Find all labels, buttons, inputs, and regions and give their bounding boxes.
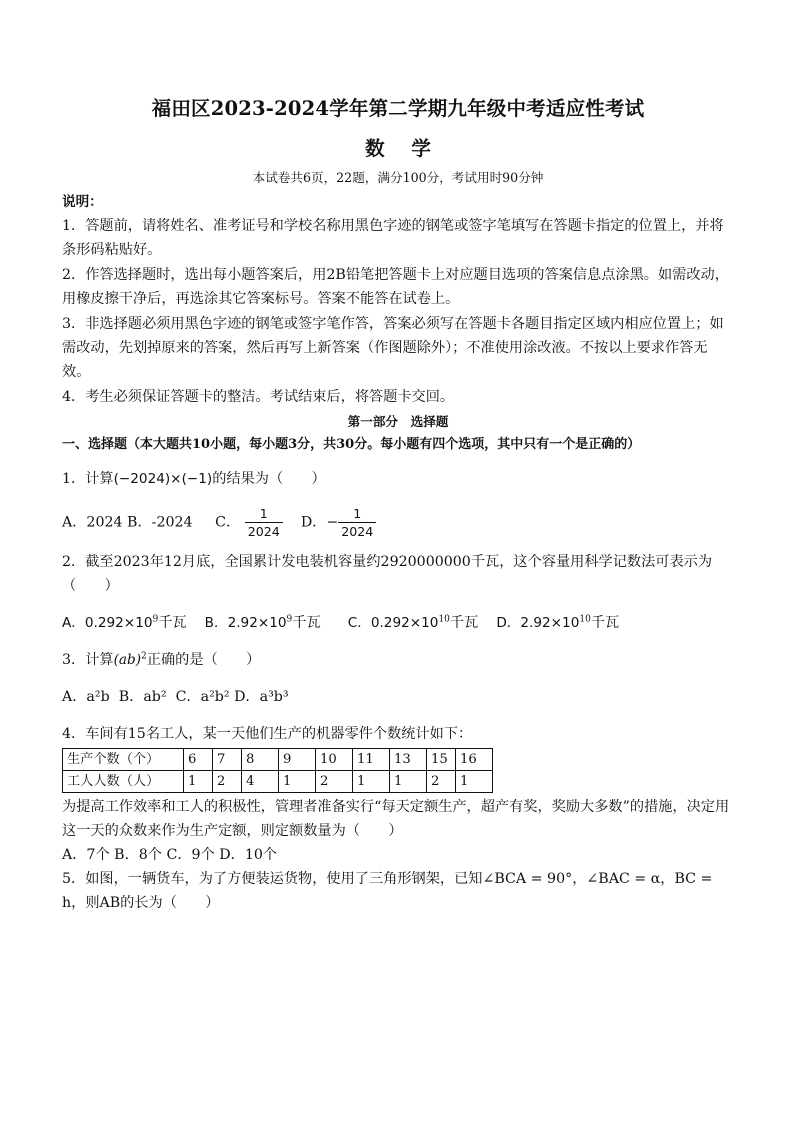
q2-option-d: D．$2.92\times 10^{10}$千瓦: [496, 614, 620, 632]
table-cell: 11: [353, 749, 390, 771]
table-cell: 15: [427, 749, 456, 771]
table-cell: 6: [184, 749, 213, 771]
table-cell: 16: [456, 749, 493, 771]
exam-page: [62, 94, 734, 915]
exam-title: 福田区2023-2024学年第二学期九年级中考适应性考试: [151, 97, 645, 120]
question-1-options: [62, 505, 734, 540]
table-cell: 9: [279, 749, 316, 771]
instruction-item: 2．作答选择题时，选出每小题答案后，用2B铅笔把答题卡上对应题目选项的答案信息点涂黑。如需改动，用橡皮擦干净后，再选涂其它答案标号。答案不能答在试卷上。: [62, 266, 729, 308]
q1-option-d-fraction: $\frac{1}{2024}$: [338, 505, 376, 540]
question-3-options: [62, 682, 734, 712]
question-4-stem: 4．车间有15名工人，某一天他们生产的机器零件个数统计如下：: [62, 726, 473, 743]
table-cell: 4: [242, 771, 279, 793]
table-row: [63, 771, 493, 793]
q1-option-c-fraction: $\frac{1}{2024}$: [245, 505, 283, 540]
table-cell: 13: [390, 749, 427, 771]
table-row-header: 工人人数（人）: [63, 771, 184, 793]
table-cell: 1: [184, 771, 213, 793]
instruction-item: 1．答题前，请将姓名、准考证号和学校名称用黑色字迹的钢笔或签字笔填写在答题卡指定的位置上，并将条形码粘贴好。: [62, 218, 724, 259]
question-1-stem: 1．计算(−2024)×(−1)的结果为（ ）: [62, 471, 326, 488]
table-cell: 10: [316, 749, 353, 771]
table-cell: 1: [456, 771, 493, 793]
table-cell: 2: [213, 771, 242, 793]
table-cell: 1: [279, 771, 316, 793]
q2-option-c: C．$0.292\times 10^{10}$千瓦: [347, 614, 479, 632]
q1-option-ab: A．2024 B．-2024: [62, 514, 193, 531]
question-2-options: [62, 608, 734, 638]
question-2-stem: 2．截至2023年12月底，全国累计发电装机容量约2920000000千瓦，这个容量用科学记数法可表示为（ ）: [62, 554, 713, 595]
q2-option-b: B．$2.92\times 10^9$千瓦: [204, 614, 321, 632]
instruction-item: 4．考生必须保证答题卡的整洁。考试结束后，将答题卡交回。: [62, 388, 455, 405]
table-row-header: 生产个数（个）: [63, 749, 184, 771]
q1-option-c-label: C．: [215, 514, 241, 531]
production-table: [62, 748, 493, 793]
instructions-label: 说明：: [62, 194, 103, 210]
exam-subject: 数 学: [365, 137, 431, 160]
q3-expression: (ab): [113, 652, 142, 669]
table-row: [63, 749, 493, 771]
question-4-body: 为提高工作效率和工人的积极性，管理者准备实行“每天定额生产，超产有奖，奖励大多数”的措施，决定用这一天的众数来作为生产定额，则定额数量为（ ）: [62, 799, 730, 840]
table-cell: 2: [316, 771, 353, 793]
q2-option-a: A．$0.292\times 10^9$千瓦: [62, 614, 187, 632]
table-cell: 8: [242, 749, 279, 771]
q1-expression: (−2024)×(−1): [113, 471, 213, 488]
q3-option-a: A．a²b: [62, 689, 110, 706]
q1-option-d-label: D．−: [300, 514, 339, 531]
section-heading: 一、选择题（本大题共10小题，每小题3分，共30分。每小题有四个选项，其中只有一个是正确的）: [62, 437, 641, 453]
question-3-stem: 3．计算(ab)$^2$正确的是（ ）: [62, 651, 261, 669]
table-cell: 2: [427, 771, 456, 793]
table-cell: 7: [213, 749, 242, 771]
table-cell: 1: [353, 771, 390, 793]
q3-option-b: B．ab²: [118, 689, 167, 706]
instruction-item: 3．非选择题必须用黑色字迹的钢笔或签字笔作答，答案必须写在答题卡各题目指定区域内相应位置上；如需改动，先划掉原来的答案，然后再写上新答案（作图题除外）；不准使用涂改液。不按以上要求作答无效。: [62, 315, 724, 381]
part-title: 第一部分 选择题: [347, 414, 449, 430]
table-cell: 1: [390, 771, 427, 793]
exam-meta: 本试卷共6页，22题，满分100分，考试用时90分钟: [252, 170, 544, 185]
question-5-stem: 5．如图，一辆货车，为了方便装运货物，使用了三角形钢架，已知∠BCA = 90°，∠BAC = α，BC = h，则AB的长为（ ）: [62, 871, 713, 912]
question-4-options: A．7个 B．8个 C．9个 D．10个: [62, 847, 278, 864]
q3-option-c: C．a²b²: [175, 689, 230, 706]
q3-option-d: D．a³b³: [234, 689, 289, 706]
